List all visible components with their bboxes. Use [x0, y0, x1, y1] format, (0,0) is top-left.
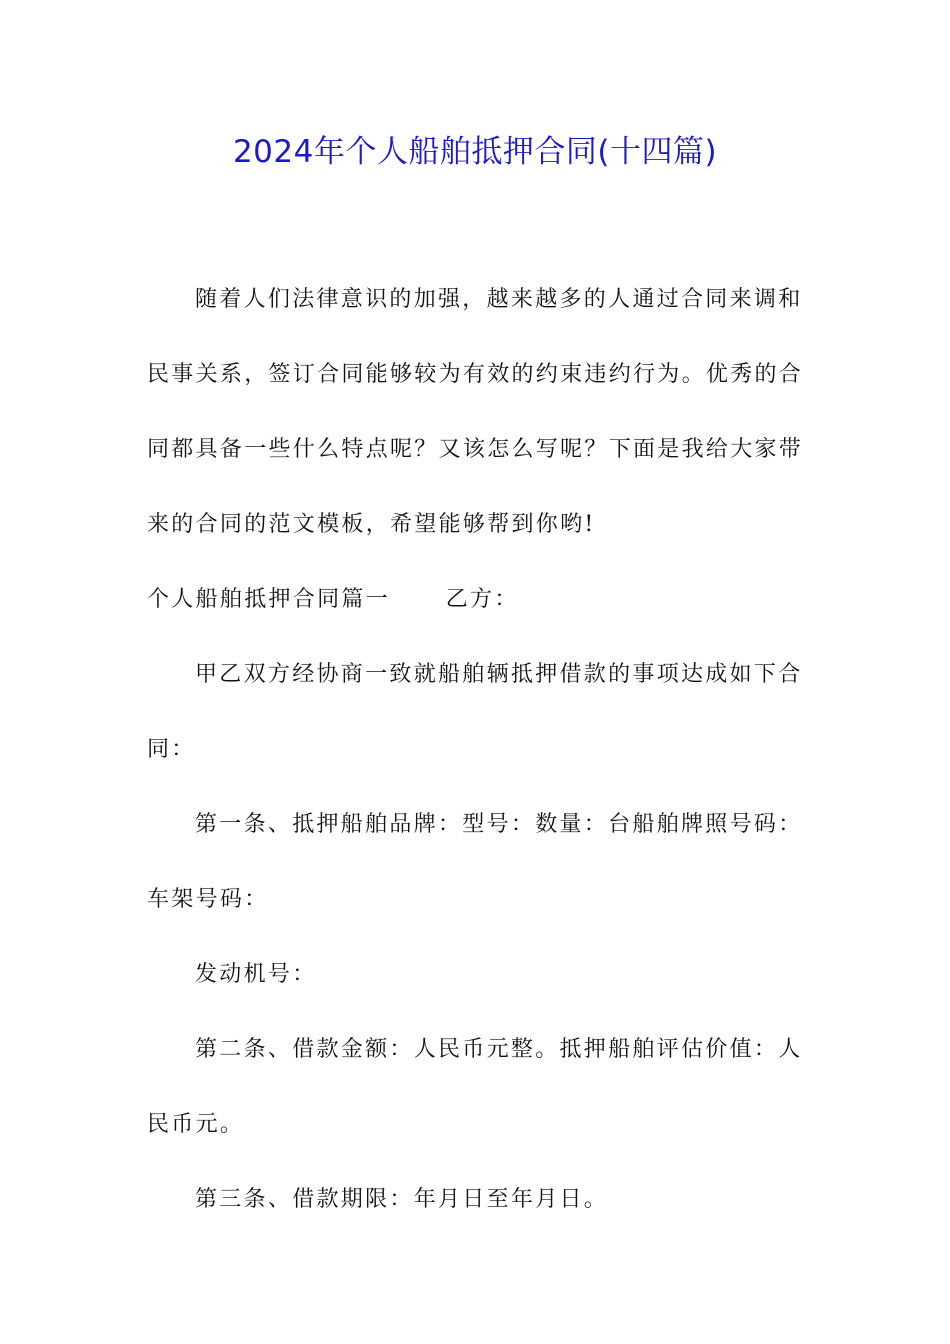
article-two-paragraph: 第二条、借款金额：人民币元整。抵押船舶评估价值：人民币元。 — [147, 1037, 803, 1137]
engine-number-paragraph: 发动机号： — [195, 962, 317, 987]
document-title: 2024年个人船舶抵押合同(十四篇) — [232, 134, 718, 170]
intro-paragraph: 随着人们法律意识的加强，越来越多的人通过合同来调和民事关系，签订合同能够较为有效的约束违约行为。优秀的合同都具备一些什么特点呢？又该怎么写呢？下面是我给大家带来的合同的范文模板，希望能够帮到你哟! — [147, 287, 804, 537]
article-three-paragraph: 第三条、借款期限：年月日至年月日。 — [195, 1187, 609, 1212]
document-body — [147, 262, 807, 1237]
agreement-paragraph: 甲乙双方经协商一致就船舶辆抵押借款的事项达成如下合同： — [147, 662, 803, 762]
section-heading: 个人船舶抵押合同篇一 乙方： — [147, 587, 519, 612]
article-one-paragraph: 第一条、抵押船舶品牌：型号：数量：台船舶牌照号码：车架号码： — [147, 812, 803, 912]
